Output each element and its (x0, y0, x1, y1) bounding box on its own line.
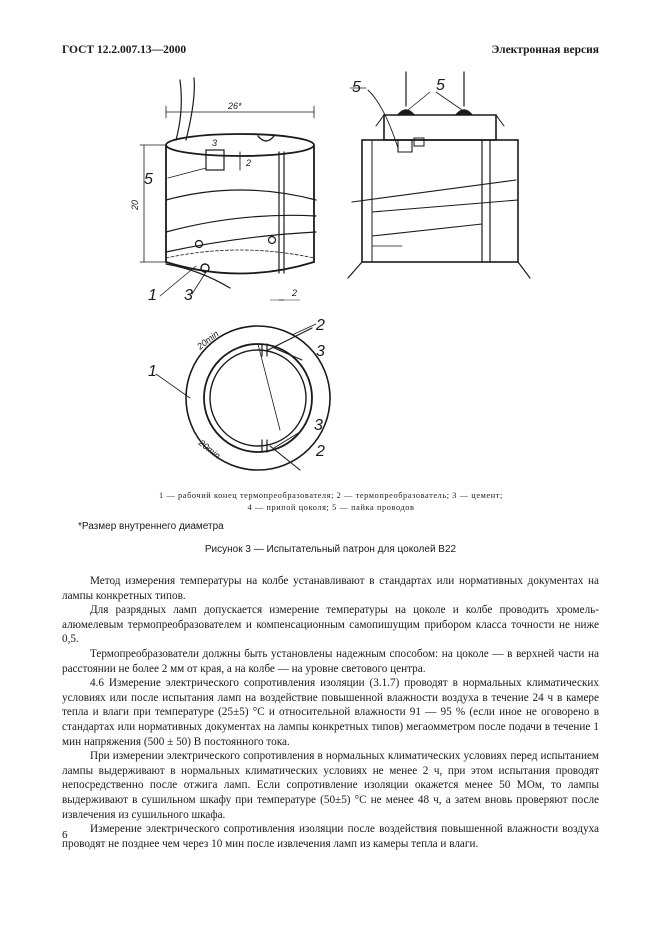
figure-legend (96, 490, 566, 514)
callout-1-bottom: 1 (148, 363, 157, 380)
page-number: 6 (62, 829, 68, 841)
callout-5-left: 5 (144, 171, 153, 188)
callout-5-right-a: 5 (352, 79, 361, 96)
document-header-left: ГОСТ 12.2.007.13—2000 (62, 44, 187, 56)
paragraph: Измерение электрического сопротивления изоляции после воздействия повышенной влажности воздуха проводят не позднее чем через 10 мин после извлечения ламп из камеры тепла и влаги. (62, 823, 599, 850)
document-header-right: Электронная версия (491, 44, 599, 56)
callout-2-bottom: 2 (316, 443, 325, 460)
paragraph: При измерении электрического сопротивления в нормальных климатических условиях перед испытанием лампы выдерживают в нормальных климатических условиях не менее 2 ч, при этом испытания проводят непосредственно после отжига ламп. Если сопротивление изоляции окажется менее 50 МОм, то лампы выдерживают в сушильном шкафу при температуре (50±5) °С не менее 48 ч, а затем вновь проверяют после извлечения из сушильного шкафа. (62, 750, 599, 821)
holder-plan-view (156, 324, 330, 470)
dim-slot-3: 3 (212, 138, 218, 148)
dim-min-top: 20min (195, 328, 221, 352)
legend-line: 4 — припой цоколя; 5 — пайка проводов (247, 503, 415, 512)
callout-3-left: 3 (184, 287, 193, 304)
dim-min-bottom: 20min (196, 437, 223, 461)
dim-slot-2: 2 (246, 158, 252, 168)
paragraph: Метод измерения температуры на колбе устанавливают в стандартах или нормативных документах на лампы конкретных типов. (62, 575, 599, 602)
dim-height: 20 (130, 199, 140, 210)
dim-bottom-2: 2 (292, 288, 298, 298)
holder-side-view (140, 78, 316, 300)
callout-3-bottom: 3 (314, 417, 323, 434)
callout-5-right-b: 5 (436, 77, 445, 94)
legend-line: 1 — рабочий конец термопреобразователя; 2 — термопреобразователь; 3 — цемент; (159, 491, 503, 500)
dim-top-width: 26* (228, 101, 242, 111)
footnote: *Размер внутреннего диаметра (78, 521, 224, 532)
callout-1-left: 1 (148, 287, 157, 304)
callout-2-top: 2 (316, 317, 325, 334)
callout-3-top: 3 (316, 343, 325, 360)
figure-caption: Рисунок 3 — Испытательный патрон для цоколей B22 (204, 544, 457, 555)
holder-socket-view (348, 72, 530, 278)
paragraph: Термопреобразователи должны быть установлены надежным способом: на цоколе — в верхней части на расстоянии не более 2 мм от края, а на колбе — на уровне светового центра. (62, 647, 599, 675)
paragraph: 4.6 Измерение электрического сопротивления изоляции (3.1.7) проводят в нормальных климатических условиях или после испытания ламп на воздействие повышенной влажности воздуха в течение 24 ч в камере тепла и влаги при температуре (25±5) °С и относительной влажности 91 — 95 % (если иное не оговорено в стандартах или нормативных документах на лампы конкретных типов) мегаомметром после подачи в течение 1 мин напряжения (500 ± 50) В постоянного тока. (62, 677, 599, 748)
paragraph: Для разрядных ламп допускается измерение температуры на цоколе и колбе проводить хромель-алюмелевым термопреобразователем и компенсационным самопишущим прибором класса точности не ниже 0,5. (62, 604, 599, 646)
body-text (62, 574, 599, 851)
